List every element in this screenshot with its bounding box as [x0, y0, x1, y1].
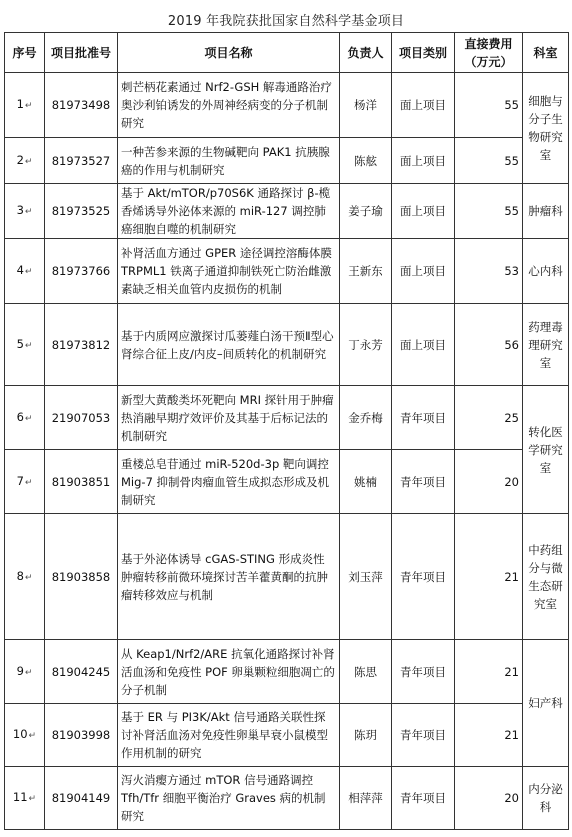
- row-fund: 55: [455, 73, 523, 138]
- row-type: 面上项目: [392, 138, 455, 184]
- row-fund: 21: [455, 514, 523, 640]
- table-row: [5, 73, 569, 138]
- row-fund: 55: [455, 138, 523, 184]
- row-seq: 3: [16, 203, 24, 217]
- return-mark-icon: ↵: [24, 667, 33, 678]
- row-project-name: 重楼总皂苷通过 miR-520d-3p 靶向调控 Mig-7 抑制骨肉瘤血管生成拟态形成及机制研究: [118, 450, 340, 514]
- row-seq: 6: [16, 409, 24, 424]
- table-row: [5, 304, 569, 386]
- row-code: 81973498: [45, 73, 118, 138]
- dept-cell: 妇产科: [523, 640, 569, 767]
- row-type: 面上项目: [392, 304, 455, 386]
- row-fund: 25: [455, 386, 523, 450]
- return-mark-icon: ↵: [24, 340, 33, 351]
- row-person: 丁永芳: [340, 304, 392, 386]
- row-project-name: 基于 ER 与 PI3K/Akt 信号通路关联性探讨补肾活血汤对免疫性卵巢早衰小鼠模型作用机制的研究: [118, 704, 340, 767]
- row-fund: 53: [455, 239, 523, 304]
- row-project-name: 从 Keap1/Nrf2/ARE 抗氧化通路探讨补肾活血汤和免疫性 POF 卵巢颗粒细胞凋亡的分子机制: [118, 640, 340, 704]
- row-project-name: 泻火消瘿方通过 mTOR 信号通路调控 Tfh/Tfr 细胞平衡治疗 Graves 病的机制研究: [118, 767, 340, 830]
- row-project-name: 基于外泌体诱导 cGAS-STING 形成炎性肿瘤转移前微环境探讨苦羊藿黄酮的抗肿瘤转移效应与机制: [118, 514, 340, 640]
- row-type: 青年项目: [392, 640, 455, 704]
- row-type: 青年项目: [392, 767, 455, 830]
- row-person: 姜子瑜: [340, 184, 392, 239]
- row-type: 青年项目: [392, 450, 455, 514]
- table-row: [5, 138, 569, 184]
- row-type: 面上项目: [392, 184, 455, 239]
- return-mark-icon: ↵: [24, 101, 33, 111]
- row-code: 81903858: [45, 514, 118, 640]
- row-seq: 1: [16, 97, 24, 111]
- return-mark-icon: ↵: [24, 413, 33, 424]
- row-project-name: 基于 Akt/mTOR/p70S6K 通路探讨 β-榄香烯诱导外泌体来源的 miR-127 调控肺癌细胞自噬的机制研究: [118, 184, 340, 239]
- table-row: [5, 640, 569, 704]
- dept-cell: 肿瘤科: [523, 184, 569, 239]
- row-code: 21907053: [45, 386, 118, 450]
- header-fund: 直接费用（万元）: [455, 33, 523, 73]
- row-seq: 9: [16, 663, 24, 678]
- row-seq: 2: [16, 152, 24, 167]
- table-row: [5, 386, 569, 450]
- row-fund: 21: [455, 704, 523, 767]
- row-fund: 55: [455, 184, 523, 239]
- projects-table: [4, 32, 569, 830]
- header-type: 项目类别: [392, 33, 455, 73]
- table-row: [5, 239, 569, 304]
- table-row: [5, 704, 569, 767]
- row-person: 姚楠: [340, 450, 392, 514]
- header-name: 项目名称: [118, 33, 340, 73]
- row-person: 王新东: [340, 239, 392, 304]
- row-type: 面上项目: [392, 239, 455, 304]
- row-seq: 8: [16, 568, 24, 583]
- return-mark-icon: ↵: [24, 572, 33, 583]
- table-header-row: [5, 33, 569, 73]
- row-code: 81973527: [45, 138, 118, 184]
- table-row: [5, 767, 569, 830]
- dept-cell: 内分泌科: [523, 767, 569, 830]
- header-seq: 序号: [5, 33, 45, 73]
- header-person: 负责人: [340, 33, 392, 73]
- row-project-name: 刺芒柄花素通过 Nrf2-GSH 解毒通路治疗奥沙利铂诱发的外周神经病变的分子机制研究: [118, 73, 340, 138]
- row-code: 81973812: [45, 304, 118, 386]
- return-mark-icon: ↵: [24, 207, 33, 217]
- row-fund: 20: [455, 450, 523, 514]
- row-fund: 56: [455, 304, 523, 386]
- row-code: 81904245: [45, 640, 118, 704]
- row-person: 陈玥: [340, 704, 392, 767]
- table-row: [5, 184, 569, 239]
- row-type: 青年项目: [392, 386, 455, 450]
- row-type: 面上项目: [392, 73, 455, 138]
- row-person: 相萍萍: [340, 767, 392, 830]
- dept-cell: 中药组分与微生态研究室: [523, 514, 569, 640]
- row-person: 陈舷: [340, 138, 392, 184]
- return-mark-icon: ↵: [28, 731, 37, 741]
- return-mark-icon: ↵: [24, 477, 33, 488]
- row-person: 陈思: [340, 640, 392, 704]
- page-title: 2019 年我院获批国家自然科学基金项目: [167, 14, 405, 29]
- dept-cell: 心内科: [523, 239, 569, 304]
- row-project-name: 一种苦参来源的生物碱靶向 PAK1 抗胰腺癌的作用与机制研究: [118, 138, 340, 184]
- row-code: 81973766: [45, 239, 118, 304]
- row-seq: 10: [12, 727, 28, 741]
- row-code: 81903851: [45, 450, 118, 514]
- return-mark-icon: ↵: [28, 794, 37, 804]
- row-person: 杨洋: [340, 73, 392, 138]
- row-code: 81903998: [45, 704, 118, 767]
- dept-cell: 药理毒理研究室: [523, 304, 569, 386]
- row-fund: 21: [455, 640, 523, 704]
- table-row: [5, 450, 569, 514]
- row-seq: 4: [16, 263, 24, 277]
- row-code: 81973525: [45, 184, 118, 239]
- row-code: 81904149: [45, 767, 118, 830]
- row-project-name: 补肾活血方通过 GPER 途径调控溶酶体膜 TRPML1 铁离子通道抑制铁死亡防治雌激素缺乏相关血管内皮损伤的机制: [118, 239, 340, 304]
- dept-cell: 转化医学研究室: [523, 386, 569, 514]
- table-row: [5, 514, 569, 640]
- row-seq: 11: [12, 790, 28, 804]
- header-code: 项目批准号: [45, 33, 118, 73]
- row-type: 青年项目: [392, 514, 455, 640]
- row-type: 青年项目: [392, 704, 455, 767]
- return-mark-icon: ↵: [24, 267, 33, 277]
- row-project-name: 新型大黄酸类坏死靶向 MRI 探针用于肿瘤热消融早期疗效评价及其基于后标记法的机制研究: [118, 386, 340, 450]
- row-project-name: 基于内质网应激探讨瓜蒌薤白汤干预Ⅱ型心肾综合征上皮/内皮–间质转化的机制研究: [118, 304, 340, 386]
- dept-cell: 细胞与分子生物研究室: [523, 73, 569, 184]
- header-dept: 科室: [523, 33, 569, 73]
- row-fund: 20: [455, 767, 523, 830]
- row-person: 刘玉萍: [340, 514, 392, 640]
- return-mark-icon: ↵: [24, 156, 33, 167]
- row-seq: 7: [16, 473, 24, 488]
- row-person: 金乔梅: [340, 386, 392, 450]
- row-seq: 5: [16, 336, 24, 351]
